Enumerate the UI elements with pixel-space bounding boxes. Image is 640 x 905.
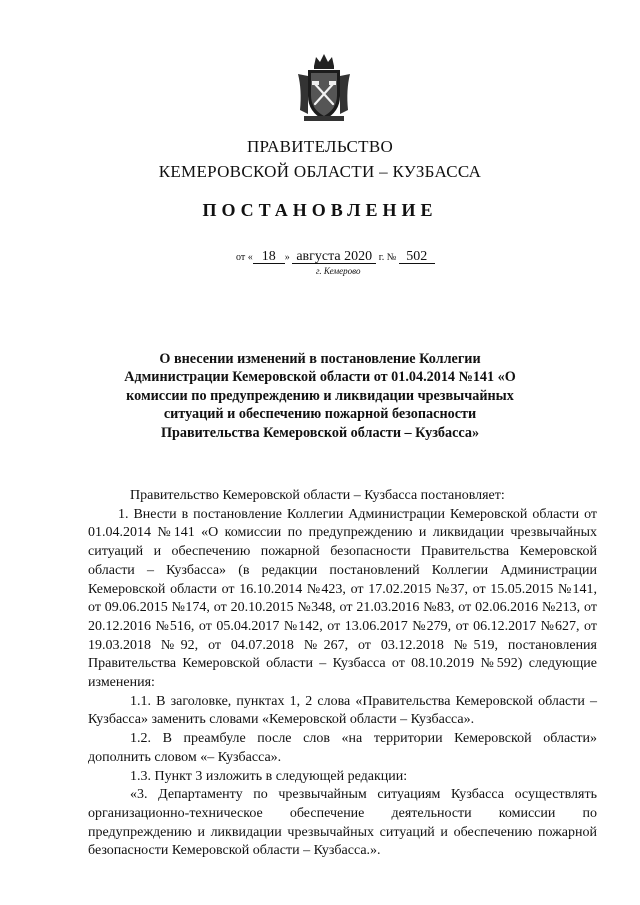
document-number: 502 — [399, 250, 435, 264]
quoted-paragraph-3: «3. Департаменту по чрезвычайным ситуациям Кузбасса осуществлять организационно-техническое обеспечение деятельности комиссии по предупреждению и ликвидации чрезвычайных ситуаций и обеспечению пожарной безопасности Кемеровской области – Кузбасса.». — [88, 787, 597, 859]
date-day: 18 — [253, 250, 285, 264]
document-type-heading: ПОСТАНОВЛЕНИЕ — [202, 200, 438, 220]
government-name-line-1: ПРАВИТЕЛЬСТВО — [246, 137, 394, 156]
document-body — [88, 487, 597, 861]
paragraph-1-1: 1.1. В заголовке, пунктах 1, 2 слова «Правительства Кемеровской области – Кузбасса» заменить словами «Кемеровской области – Кузбасса». — [88, 693, 597, 728]
paragraph-1-2: 1.2. В преамбуле после слов «на территории Кемеровской области» дополнить словом «– Кузбасса». — [88, 731, 597, 765]
city-name: г. Кемерово — [316, 266, 361, 276]
government-name-line-2: КЕМЕРОВСКОЙ ОБЛАСТИ – КУЗБАССА — [158, 162, 482, 181]
kemerovo-region-coat-of-arms-icon — [296, 52, 352, 124]
date-separator: » — [284, 252, 290, 263]
document-title: О внесении изменений в постановление Коллегии Администрации Кемеровской области от 01.04.2014 №141 «О комиссии по предупреждению и ликвидации чрезвычайных ситуаций и обеспечению пожарной безопасности Правительства Кемеровской области – Кузбасса» — [124, 351, 516, 441]
preamble-paragraph: Правительство Кемеровской области – Кузбасса постановляет: — [130, 488, 505, 503]
year-number-label: г. № — [378, 252, 397, 263]
paragraph-1: 1. Внести в постановление Коллегии Администрации Кемеровской области от 01.04.2014 №141 «О комиссии по предупреждению и ликвидации чрезвычайных ситуаций и обеспечению пожарной безопасности Правительства Кемеровской области – Кузбасса» (в редакции постановлений Коллегии Администрации Кемеровской области от 16.10.2014 №423, от 17.02.2015 №37, от 15.05.2015 №141, от 09.06.2015 №174, от 20.10.2015 №348, от 21.03.2016 №83, от 02.06.2016 №213, от 20.12.2016 №516, от 05.04.2017 №142, от 13.06.2017 №279, от 06.12.2017 №627, от 19.03.2018 №92, от 04.07.2018 №267, от 03.12.2018 №519, постановления Правительства Кемеровской области – Кузбасса от 08.10.2019 №592) следующие изменения: — [88, 506, 597, 691]
date-month-year: августа 2020 — [292, 250, 376, 264]
date-number-line — [236, 250, 435, 264]
date-prefix: от « — [236, 252, 253, 263]
paragraph-1-3: 1.3. Пункт 3 изложить в следующей редакции: — [130, 768, 408, 784]
crown-icon — [314, 54, 334, 69]
